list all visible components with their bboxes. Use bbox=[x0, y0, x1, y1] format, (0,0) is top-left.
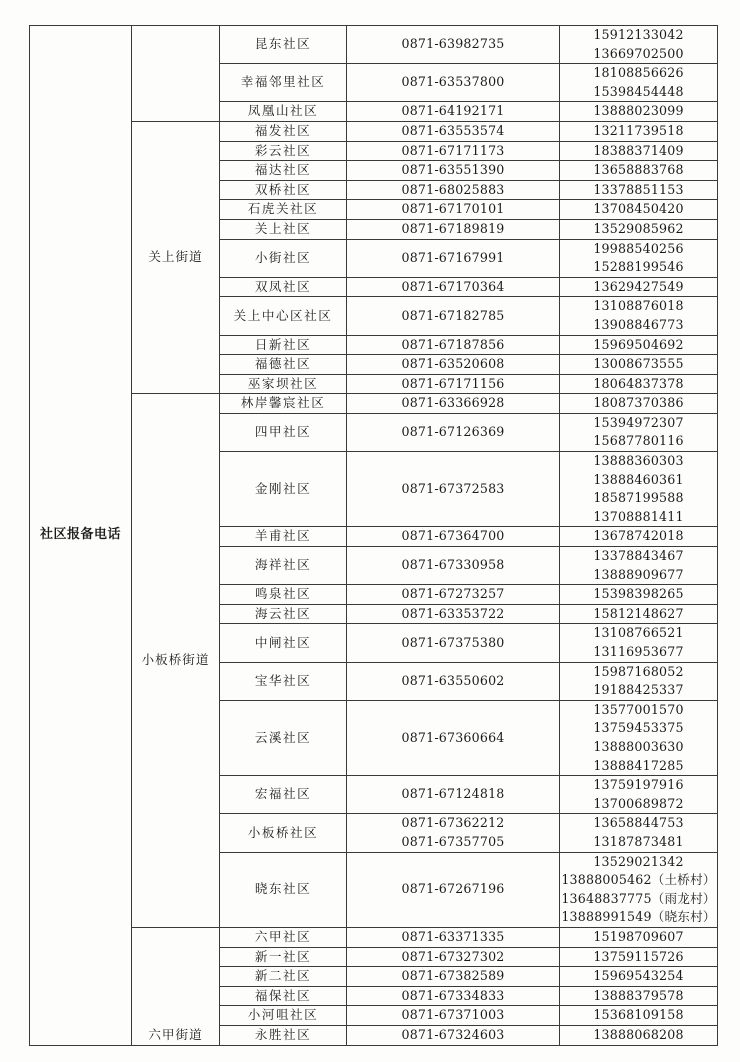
mobile-cell bbox=[560, 604, 718, 624]
mobile-cell bbox=[560, 26, 718, 64]
phone-cell bbox=[347, 967, 560, 987]
landline-number: 0871-67372583 bbox=[401, 480, 505, 496]
phone-cell bbox=[347, 624, 560, 662]
mobile-cell bbox=[560, 585, 718, 605]
phone-cell bbox=[347, 297, 560, 335]
mobile-cell bbox=[560, 374, 718, 394]
phone-cell bbox=[347, 776, 560, 814]
landline-number: 0871-67371003 bbox=[401, 1007, 505, 1023]
phone-cell bbox=[347, 102, 560, 122]
mobile-cell bbox=[560, 452, 718, 527]
community-name: 永胜社区 bbox=[220, 1025, 347, 1045]
mobile-number: 13708881411 bbox=[593, 508, 684, 524]
mobile-cell bbox=[560, 662, 718, 700]
landline-number: 0871-67167991 bbox=[401, 249, 505, 265]
landline-number: 0871-63553574 bbox=[401, 122, 505, 138]
community-name: 福达社区 bbox=[220, 161, 347, 181]
landline-number: 0871-67375380 bbox=[401, 634, 505, 650]
mobile-number: 13658883768 bbox=[593, 162, 684, 178]
landline-number: 0871-67126369 bbox=[401, 424, 505, 440]
mobile-number: 13211739518 bbox=[593, 122, 684, 138]
community-name: 小街社区 bbox=[220, 239, 347, 277]
landline-number: 0871-67382589 bbox=[401, 968, 505, 984]
phone-cell bbox=[347, 394, 560, 414]
community-phone-table bbox=[29, 25, 718, 1046]
community-name: 彩云社区 bbox=[220, 141, 347, 161]
mobile-number: 13888068208 bbox=[593, 1026, 684, 1042]
mobile-cell bbox=[560, 927, 718, 947]
landline-number: 0871-67324603 bbox=[401, 1026, 505, 1042]
phone-cell bbox=[347, 1006, 560, 1026]
phone-cell bbox=[347, 121, 560, 141]
mobile-cell bbox=[560, 121, 718, 141]
landline-number: 0871-63366928 bbox=[401, 395, 505, 411]
mobile-number: 13678742018 bbox=[593, 528, 684, 544]
community-name: 晓东社区 bbox=[220, 852, 347, 927]
community-name: 小河咀社区 bbox=[220, 1006, 347, 1026]
mobile-number: 13108876018 bbox=[593, 298, 684, 314]
landline-number: 0871-67357705 bbox=[401, 833, 505, 849]
mobile-number: 18064837378 bbox=[593, 375, 684, 391]
community-name: 鸣泉社区 bbox=[220, 585, 347, 605]
mobile-cell bbox=[560, 102, 718, 122]
community-name: 金刚社区 bbox=[220, 452, 347, 527]
mobile-cell bbox=[560, 776, 718, 814]
mobile-number: 13187873481 bbox=[593, 833, 684, 849]
mobile-number: 13888005462（土桥村） bbox=[561, 872, 716, 888]
mobile-number: 15394972307 bbox=[593, 414, 684, 430]
mobile-number: 18087370386 bbox=[593, 395, 684, 411]
mobile-cell bbox=[560, 64, 718, 102]
landline-number: 0871-63982735 bbox=[401, 36, 505, 52]
mobile-cell bbox=[560, 200, 718, 220]
phone-cell bbox=[347, 335, 560, 355]
phone-cell bbox=[347, 452, 560, 527]
mobile-number: 13888023099 bbox=[593, 103, 684, 119]
phone-cell bbox=[347, 277, 560, 297]
community-name: 福保社区 bbox=[220, 986, 347, 1006]
phone-cell bbox=[347, 239, 560, 277]
landline-number: 0871-63550602 bbox=[401, 672, 505, 688]
table-row bbox=[30, 394, 718, 414]
mobile-number: 15368109158 bbox=[593, 1007, 684, 1023]
mobile-cell bbox=[560, 239, 718, 277]
landline-number: 0871-67124818 bbox=[401, 786, 505, 802]
community-name: 福德社区 bbox=[220, 355, 347, 375]
mobile-number: 13669702500 bbox=[593, 45, 684, 61]
phone-cell bbox=[347, 814, 560, 852]
landline-number: 0871-67171156 bbox=[401, 375, 505, 391]
mobile-number: 13529085962 bbox=[593, 220, 684, 236]
mobile-number: 13759115726 bbox=[593, 948, 684, 964]
mobile-number: 13888909677 bbox=[593, 566, 684, 582]
community-name: 双桥社区 bbox=[220, 180, 347, 200]
mobile-number: 15398398265 bbox=[593, 586, 684, 602]
mobile-cell bbox=[560, 547, 718, 585]
mobile-number: 13908846773 bbox=[593, 316, 684, 332]
street-name bbox=[132, 26, 220, 122]
mobile-number: 15398454448 bbox=[593, 83, 684, 99]
phone-cell bbox=[347, 986, 560, 1006]
landline-number: 0871-67334833 bbox=[401, 987, 505, 1003]
phone-cell bbox=[347, 374, 560, 394]
street-name: 小板桥街道 bbox=[132, 394, 220, 928]
community-name: 昆东社区 bbox=[220, 26, 347, 64]
mobile-cell bbox=[560, 967, 718, 987]
street-name: 六甲街道 bbox=[132, 927, 220, 1045]
landline-number: 0871-67330958 bbox=[401, 557, 505, 573]
landline-number: 0871-64192171 bbox=[401, 103, 505, 119]
mobile-number: 13629427549 bbox=[593, 278, 684, 294]
mobile-cell bbox=[560, 141, 718, 161]
mobile-cell bbox=[560, 335, 718, 355]
community-name: 石虎关社区 bbox=[220, 200, 347, 220]
landline-number: 0871-63537800 bbox=[401, 74, 505, 90]
mobile-cell bbox=[560, 624, 718, 662]
phone-cell bbox=[347, 852, 560, 927]
mobile-number: 18108856626 bbox=[593, 65, 684, 81]
mobile-cell bbox=[560, 947, 718, 967]
phone-cell bbox=[347, 26, 560, 64]
phone-cell bbox=[347, 141, 560, 161]
community-name: 新二社区 bbox=[220, 967, 347, 987]
mobile-number: 15198709607 bbox=[593, 928, 684, 944]
landline-number: 0871-63353722 bbox=[401, 605, 505, 621]
mobile-number: 13116953677 bbox=[593, 644, 684, 660]
community-name: 六甲社区 bbox=[220, 927, 347, 947]
mobile-number: 15288199546 bbox=[593, 259, 684, 275]
mobile-cell bbox=[560, 413, 718, 451]
mobile-number: 15912133042 bbox=[593, 27, 684, 42]
community-name: 幸福邻里社区 bbox=[220, 64, 347, 102]
phone-cell bbox=[347, 413, 560, 451]
landline-number: 0871-68025883 bbox=[401, 181, 505, 197]
mobile-number: 13888360303 bbox=[593, 453, 684, 469]
mobile-number: 15987168052 bbox=[593, 663, 684, 679]
mobile-cell bbox=[560, 277, 718, 297]
landline-number: 0871-67170101 bbox=[401, 201, 505, 217]
mobile-number: 18587199588 bbox=[593, 490, 684, 506]
community-name: 日新社区 bbox=[220, 335, 347, 355]
phone-cell bbox=[347, 355, 560, 375]
landline-number: 0871-67273257 bbox=[401, 586, 505, 602]
category-label: 社区报备电话 bbox=[30, 26, 132, 1046]
phone-cell bbox=[347, 527, 560, 547]
mobile-number: 18388371409 bbox=[593, 142, 684, 158]
community-name: 宏福社区 bbox=[220, 776, 347, 814]
landline-number: 0871-67170364 bbox=[401, 278, 505, 294]
mobile-number: 13700689872 bbox=[593, 795, 684, 811]
table-row bbox=[30, 121, 718, 141]
landline-number: 0871-67362212 bbox=[401, 815, 505, 831]
table-row bbox=[30, 26, 718, 64]
landline-number: 0871-63520608 bbox=[401, 356, 505, 372]
mobile-number: 13108766521 bbox=[593, 625, 684, 641]
community-name: 羊甫社区 bbox=[220, 527, 347, 547]
mobile-number: 19188425337 bbox=[593, 682, 684, 698]
community-name: 林岸馨宸社区 bbox=[220, 394, 347, 414]
phone-cell bbox=[347, 219, 560, 239]
phone-cell bbox=[347, 180, 560, 200]
table-body bbox=[30, 26, 718, 1046]
mobile-number: 13529021342 bbox=[593, 853, 684, 869]
mobile-number: 13759453375 bbox=[593, 720, 684, 736]
landline-number: 0871-67327302 bbox=[401, 948, 505, 964]
phone-cell bbox=[347, 64, 560, 102]
community-name: 福发社区 bbox=[220, 121, 347, 141]
mobile-cell bbox=[560, 394, 718, 414]
community-name: 小板桥社区 bbox=[220, 814, 347, 852]
community-name: 海云社区 bbox=[220, 604, 347, 624]
landline-number: 0871-67171173 bbox=[401, 142, 505, 158]
community-name: 关上社区 bbox=[220, 219, 347, 239]
mobile-cell bbox=[560, 814, 718, 852]
mobile-cell bbox=[560, 527, 718, 547]
community-name: 宝华社区 bbox=[220, 662, 347, 700]
mobile-number: 13658844753 bbox=[593, 815, 684, 831]
mobile-number: 15812148627 bbox=[593, 605, 684, 621]
mobile-cell bbox=[560, 852, 718, 927]
phone-cell bbox=[347, 927, 560, 947]
community-name: 海祥社区 bbox=[220, 547, 347, 585]
community-name: 新一社区 bbox=[220, 947, 347, 967]
phone-cell bbox=[347, 200, 560, 220]
phone-cell bbox=[347, 1025, 560, 1045]
landline-number: 0871-67360664 bbox=[401, 729, 505, 745]
community-name: 巫家坝社区 bbox=[220, 374, 347, 394]
landline-number: 0871-67182785 bbox=[401, 307, 505, 323]
phone-cell bbox=[347, 604, 560, 624]
table-row bbox=[30, 927, 718, 947]
mobile-number: 19988540256 bbox=[593, 240, 684, 256]
landline-number: 0871-63551390 bbox=[401, 162, 505, 178]
phone-cell bbox=[347, 700, 560, 775]
mobile-number: 15687780116 bbox=[593, 433, 684, 449]
mobile-number: 13378851153 bbox=[593, 181, 684, 197]
mobile-number: 13888417285 bbox=[593, 757, 684, 773]
mobile-number: 13888379578 bbox=[593, 987, 684, 1003]
mobile-cell bbox=[560, 1025, 718, 1045]
community-name: 四甲社区 bbox=[220, 413, 347, 451]
mobile-number: 13888991549（晓东村） bbox=[561, 909, 716, 925]
mobile-cell bbox=[560, 161, 718, 181]
community-name: 云溪社区 bbox=[220, 700, 347, 775]
mobile-number: 13708450420 bbox=[593, 201, 684, 217]
mobile-cell bbox=[560, 700, 718, 775]
mobile-number: 13648837775（雨龙村） bbox=[561, 890, 716, 906]
mobile-number: 13888003630 bbox=[593, 738, 684, 754]
mobile-cell bbox=[560, 986, 718, 1006]
landline-number: 0871-63371335 bbox=[401, 928, 505, 944]
community-name: 凤凰山社区 bbox=[220, 102, 347, 122]
phone-cell bbox=[347, 547, 560, 585]
landline-number: 0871-67364700 bbox=[401, 528, 505, 544]
landline-number: 0871-67189819 bbox=[401, 220, 505, 236]
phone-cell bbox=[347, 662, 560, 700]
phone-cell bbox=[347, 947, 560, 967]
mobile-number: 15969543254 bbox=[593, 968, 684, 984]
mobile-cell bbox=[560, 219, 718, 239]
community-name: 双凤社区 bbox=[220, 277, 347, 297]
mobile-number: 13888460361 bbox=[593, 471, 684, 487]
phone-cell bbox=[347, 585, 560, 605]
phone-cell bbox=[347, 161, 560, 181]
community-name: 中闸社区 bbox=[220, 624, 347, 662]
mobile-cell bbox=[560, 355, 718, 375]
street-name: 关上街道 bbox=[132, 121, 220, 393]
mobile-cell bbox=[560, 297, 718, 335]
mobile-cell bbox=[560, 180, 718, 200]
mobile-number: 13008673555 bbox=[593, 356, 684, 372]
mobile-number: 13378843467 bbox=[593, 548, 684, 564]
landline-number: 0871-67187856 bbox=[401, 336, 505, 352]
mobile-cell bbox=[560, 1006, 718, 1026]
mobile-number: 13759197916 bbox=[593, 777, 684, 793]
mobile-number: 13577001570 bbox=[593, 701, 684, 717]
mobile-number: 15969504692 bbox=[593, 336, 684, 352]
landline-number: 0871-67267196 bbox=[401, 881, 505, 897]
community-name: 关上中心区社区 bbox=[220, 297, 347, 335]
